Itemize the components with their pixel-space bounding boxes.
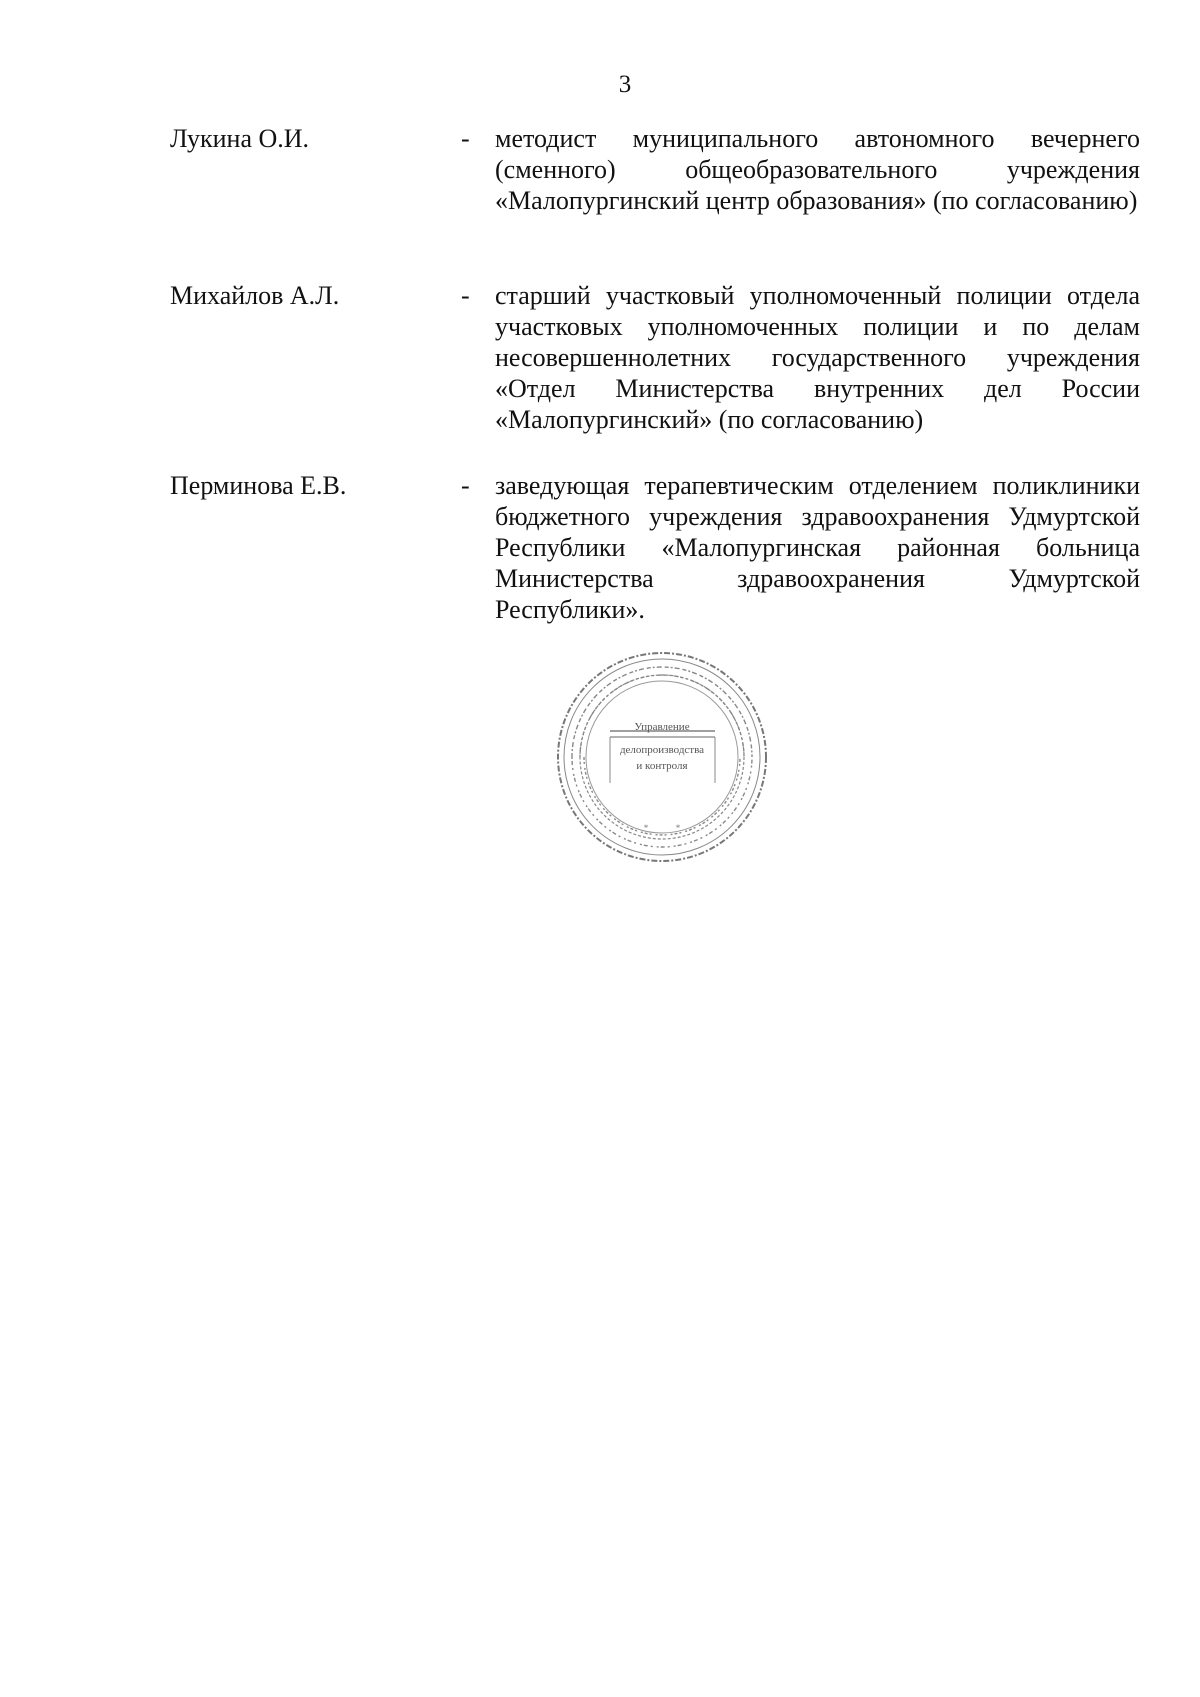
svg-text:*: *	[643, 823, 649, 833]
seal-graphic	[550, 645, 775, 870]
seal-line-3: и контроля	[636, 760, 688, 772]
person-position: методист муниципального автономного вечернего (сменного) общеобразовательного учреждения «Малопургинский центр образования» (по согласованию)	[495, 124, 1140, 215]
seal-line-1: Управление	[634, 721, 690, 733]
person-name: Михайлов А.Л.	[170, 281, 340, 310]
official-seal-icon	[550, 645, 775, 870]
person-position: заведующая терапевтическим отделением поликлиники бюджетного учреждения здравоохранения Удмуртской Республики «Малопургинская районная больница Министерства здравоохранения Удмуртской Республики».	[495, 471, 1140, 624]
separator-dash: -	[461, 471, 470, 500]
seal-line-2: делопроизводства	[619, 744, 705, 756]
person-name: Перминова Е.В.	[170, 471, 347, 500]
separator-dash: -	[461, 124, 470, 153]
separator-dash: -	[461, 281, 470, 310]
person-name: Лукина О.И.	[170, 124, 310, 153]
svg-text:*: *	[675, 823, 681, 833]
list-item	[170, 280, 1140, 440]
person-position: старший участковый уполномоченный полиции отдела участковых уполномоченных полиции и по делам несовершеннолетних государственного учреждения «Отдел Министерства внутренних дел России «Малопургинский» (по согласованию)	[495, 281, 1140, 434]
list-item	[170, 470, 1140, 630]
list-item	[170, 123, 1140, 283]
page-number: 3	[618, 71, 632, 98]
